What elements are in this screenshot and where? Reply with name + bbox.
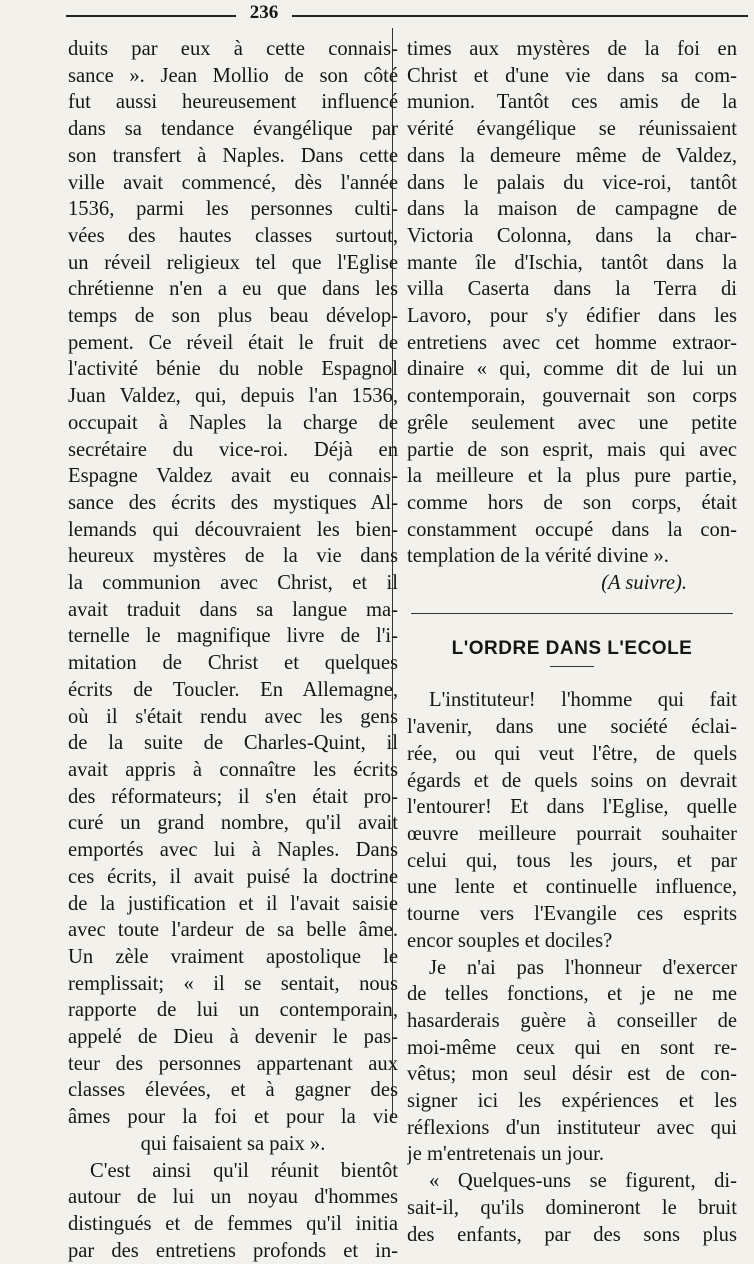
text-line: « Quelques-uns se figurent, di- xyxy=(429,1170,737,1193)
text-line: avait appris à connaître les écrits xyxy=(68,758,398,781)
text-line: pement. Ce réveil était le fruit de xyxy=(68,331,398,354)
text-line: la communion avec Christ, et il xyxy=(68,572,398,595)
text-line: vées des hautes classes surtout, xyxy=(68,224,398,247)
text-line: mitation de Christ et quelques xyxy=(68,652,398,675)
text-line: de telles fonctions, et je ne me xyxy=(407,983,737,1006)
text-line: des réformateurs; il s'en était pro- xyxy=(68,785,398,808)
to-be-continued xyxy=(407,570,737,597)
text-line: sance ». Jean Mollio de son côté xyxy=(68,64,398,87)
text-line: Un zèle vraiment apostolique le xyxy=(68,945,398,968)
text-line: fut aussi heureusement influencé xyxy=(68,91,398,114)
text-line: signer ici les expériences et les xyxy=(407,1090,737,1113)
text-line: munion. Tantôt ces amis de la xyxy=(407,91,737,114)
text-line: distingués et de femmes qu'il initia xyxy=(68,1212,398,1235)
text-line: encor souples et dociles? xyxy=(407,929,613,952)
text-line: l'activité bénie du noble Espagnol xyxy=(68,358,398,381)
text-line: où il s'était rendu avec les gens xyxy=(68,705,398,728)
text-line: villa Caserta dans la Terra di xyxy=(407,278,737,301)
text-line: contemporain, gouvernait son corps xyxy=(407,385,737,408)
text-line: dinaire « qui, comme dit de lui un xyxy=(407,358,737,381)
text-line: de la suite de Charles-Quint, il xyxy=(68,732,398,755)
text-line: vêtus; mon seul désir est de con- xyxy=(407,1063,737,1086)
text-line: dans la demeure même de Valdez, xyxy=(407,144,737,167)
text-line: times aux mystères de la foi en xyxy=(407,38,737,60)
text-line: Juan Valdez, qui, depuis l'an 1536, xyxy=(68,385,398,408)
text-line: autour de lui un noyau d'hommes xyxy=(68,1186,398,1209)
text-line: égards et de quels soins on devrait xyxy=(407,769,737,792)
text-line: un réveil religieux tel que l'Eglise xyxy=(68,251,398,274)
text-line: lemands qui découvraient les bien- xyxy=(68,518,398,541)
text-line: ternelle le magnifique livre de l'i- xyxy=(68,625,398,648)
text-line: 1536, parmi les personnes culti- xyxy=(68,198,398,221)
header-rule-left xyxy=(66,15,236,17)
text-line: avec toute l'ardeur de sa belle âme. xyxy=(68,919,398,942)
text-line: celui qui, tous les jours, et par xyxy=(407,849,737,872)
text-line: moi-même ceux qui en sont re- xyxy=(407,1036,737,1059)
text-line: L'instituteur! l'homme qui fait xyxy=(429,689,737,712)
text-line: mante île d'Ischia, tantôt dans la xyxy=(407,251,737,274)
text-line: classes élevées, et à gagner des xyxy=(68,1079,398,1102)
text-line: ville avait commencé, dès l'année xyxy=(68,171,398,194)
text-line: dans la maison de campagne de xyxy=(407,198,737,221)
text-line: âmes pour la foi et pour la vie xyxy=(68,1106,398,1129)
text-line: de la justification et il l'avait saisie xyxy=(68,892,398,915)
text-line: temps de son plus beau dévelop- xyxy=(68,305,398,328)
text-line: dans le palais du vice-roi, tantôt xyxy=(407,171,737,194)
right-column xyxy=(407,36,737,1248)
text-line: qui faisaient sa paix ». xyxy=(140,1132,326,1155)
text-line: des enfants, par des sons plus xyxy=(407,1223,737,1246)
text-line: par des entretiens profonds et in- xyxy=(68,1239,398,1262)
text-line: Espagne Valdez avait eu connais- xyxy=(68,465,398,488)
text-line: l'entourer! Et dans l'Eglise, quelle xyxy=(407,796,737,819)
text-line: sait-il, qu'ils domineront le bruit xyxy=(407,1196,737,1219)
text-line: emportés avec lui à Naples. Dans xyxy=(68,839,398,862)
text-line: écrits de Toucler. En Allemagne, xyxy=(68,678,398,701)
text-line: l'avenir, dans une société éclai- xyxy=(407,716,737,739)
text-line: réflexions d'un instituteur avec qui xyxy=(407,1116,737,1139)
text-line: teur des personnes appartenant aux xyxy=(68,1052,398,1075)
left-column xyxy=(68,36,398,1264)
text-line: tourne vers l'Evangile ces esprits xyxy=(407,903,737,926)
text-line: Victoria Colonna, dans la char- xyxy=(407,224,737,247)
text-line: avait traduit dans sa langue ma- xyxy=(68,598,398,621)
text-line: C'est ainsi qu'il réunit bientôt xyxy=(90,1159,398,1182)
text-line: la meilleure et la plus pure partie, xyxy=(407,465,737,488)
text-line: comme hors de son corps, était xyxy=(407,491,737,514)
text-line: rapporte de lui un contemporain, xyxy=(68,999,398,1022)
text-line: Lavoro, pour s'y édifier dans les xyxy=(407,305,737,328)
text-line: grêle seulement avec une petite xyxy=(407,411,737,434)
text-line: Christ et d'une vie dans sa com- xyxy=(407,64,737,87)
text-line: secrétaire du vice-roi. Déjà en xyxy=(68,438,398,461)
text-line: templation de la vérité divine ». xyxy=(407,545,669,568)
text-line: ces écrits, il avait puisé la doctrine xyxy=(68,865,398,888)
text-line: heureux mystères de la vie dans xyxy=(68,545,398,568)
text-line: Je n'ai pas l'honneur d'exercer xyxy=(429,956,737,979)
text-line: une lente et continuelle influence, xyxy=(407,876,737,899)
text-line: sance des écrits des mystiques Al- xyxy=(68,491,398,514)
text-line: chrétienne n'en a eu que dans les xyxy=(68,278,398,301)
text-line: vérité évangélique se réunissaient xyxy=(407,118,737,141)
text-line: entretiens avec cet homme extraor- xyxy=(407,331,737,354)
text-line: partie de son esprit, mais qui avec xyxy=(407,438,737,461)
page-number: 236 xyxy=(249,2,279,23)
text-line: rée, ou qui veut l'être, de quels xyxy=(407,742,737,765)
text-line: hasarderais guère à conseiller de xyxy=(407,1009,737,1032)
text-line: je m'entretenais un jour. xyxy=(407,1143,605,1166)
header-rule-right xyxy=(292,15,748,17)
section-divider xyxy=(411,613,733,614)
to-be-continued-text: (A suivre). xyxy=(601,572,687,595)
text-line: curé un grand nombre, qu'il avait xyxy=(68,812,398,835)
text-line: œuvre meilleure pourrait souhaiter xyxy=(407,822,737,845)
text-line: son transfert à Naples. Dans cette xyxy=(68,144,398,167)
text-line: appelé de Dieu à devenir le pas- xyxy=(68,1026,398,1049)
text-line: constamment occupé dans la con- xyxy=(407,518,737,541)
text-line: remplissait; « il se sentait, nous xyxy=(68,972,398,995)
title-underline xyxy=(550,666,594,667)
text-line: dans sa tendance évangélique par xyxy=(68,118,398,141)
section-title: L'ORDRE DANS L'ECOLE xyxy=(451,637,693,659)
text-line: duits par eux à cette connais- xyxy=(68,38,398,60)
text-line: occupait à Naples la charge de xyxy=(68,411,398,434)
